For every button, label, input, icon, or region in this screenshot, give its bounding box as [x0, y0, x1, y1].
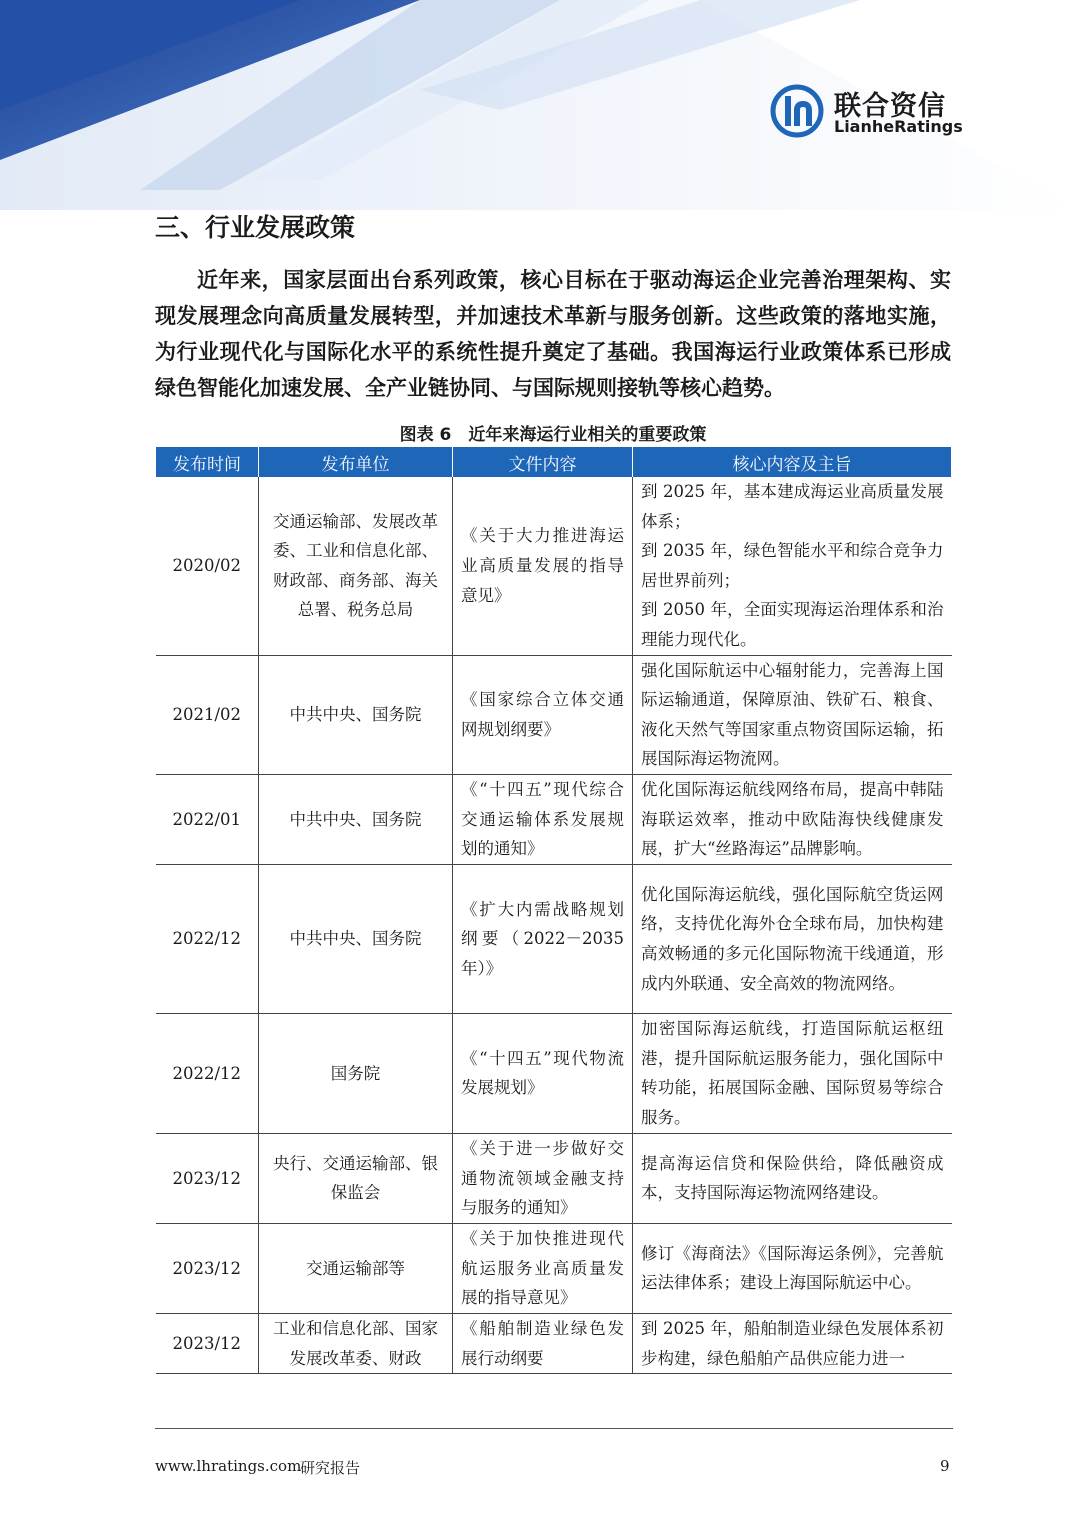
- body-paragraph: 近年来，国家层面出台系列政策，核心目标在于驱动海运企业完善治理架构、实现发展理念向高质量发展转型，并加速技术革新与服务创新。这些政策的落地实施，为行业现代化与国际化水平的系统性提升奠定了基础。我国海运行业政策体系已形成绿色智能化加速发展、全产业链协同、与国际规则接轨等核心趋势。: [155, 268, 951, 400]
- cell-unit: 工业和信息化部、国家发展改革委、财政: [259, 1313, 453, 1373]
- lianhe-logo-icon: [770, 84, 824, 138]
- table-row: [156, 864, 952, 1013]
- cell-doc: 《“十四五”现代综合交通运输体系发展规划的通知》: [453, 774, 633, 864]
- header-doc: 文件内容: [453, 447, 633, 477]
- cell-core: 优化国际海运航线网络布局，提高中韩陆海联运效率，推动中欧陆海快线健康发展，扩大“丝路海运”品牌影响。: [633, 774, 952, 864]
- cell-date: 2022/12: [156, 1013, 259, 1133]
- header-date: 发布时间: [156, 447, 259, 477]
- footer-website[interactable]: www.lhratings.com: [155, 1457, 302, 1475]
- table-header-row: [156, 447, 952, 477]
- cell-date: 2023/12: [156, 1133, 259, 1223]
- brand-name-en: LianheRatings: [834, 117, 963, 136]
- cell-core: 到 2025 年，船舶制造业绿色发展体系初步构建，绿色船舶产品供应能力进一: [633, 1313, 952, 1373]
- cell-core: 加密国际海运航线，打造国际航运枢纽港，提升国际航运服务能力，强化国际中转功能，拓展国际金融、国际贸易等综合服务。: [633, 1013, 952, 1133]
- core-line: 到 2035 年，绿色智能水平和综合竞争力居世界前列；: [641, 541, 944, 590]
- brand-name-cn: 联合资信: [834, 91, 946, 122]
- cell-doc: 《国家综合立体交通网规划纲要》: [453, 655, 633, 774]
- cell-unit: 交通运输部、发展改革委、工业和信息化部、财政部、商务部、海关总署、税务总局: [259, 477, 453, 655]
- cell-unit: 中共中央、国务院: [259, 655, 453, 774]
- footer-report-type: 研究报告: [300, 1459, 361, 1477]
- table-row: [156, 1133, 952, 1223]
- core-line: 到 2050 年，全面实现海运治理体系和治理能力现代化。: [641, 600, 944, 649]
- table-row: [156, 774, 952, 864]
- table-row: [156, 1013, 952, 1133]
- cell-doc: 《“十四五”现代物流发展规划》: [453, 1013, 633, 1133]
- cell-doc: 《船舶制造业绿色发展行动纲要: [453, 1313, 633, 1373]
- cell-date: 2022/12: [156, 864, 259, 1013]
- cell-unit: 交通运输部等: [259, 1223, 453, 1313]
- page-number: 9: [940, 1457, 950, 1475]
- cell-unit: 中共中央、国务院: [259, 864, 453, 1013]
- cell-core: 强化国际航运中心辐射能力，完善海上国际运输通道，保障原油、铁矿石、粮食、液化天然气等国家重点物资国际运输，拓展国际海运物流网。: [633, 655, 952, 774]
- cell-core: [633, 477, 952, 655]
- cell-core: 提高海运信贷和保险供给，降低融资成本，支持国际海运物流网络建设。: [633, 1133, 952, 1223]
- cell-date: 2021/02: [156, 655, 259, 774]
- brand-logo: [770, 84, 970, 140]
- policy-table: [155, 447, 952, 1374]
- footer-divider: [155, 1428, 953, 1429]
- cell-core: 修订《海商法》《国际海运条例》，完善航运法律体系；建设上海国际航运中心。: [633, 1223, 952, 1313]
- header-core: 核心内容及主旨: [633, 447, 952, 477]
- cell-unit: 国务院: [259, 1013, 453, 1133]
- section-title: 三、行业发展政策: [155, 213, 356, 242]
- table-row: [156, 477, 952, 655]
- cell-date: 2023/12: [156, 1313, 259, 1373]
- cell-doc: 《关于加快推进现代航运服务业高质量发展的指导意见》: [453, 1223, 633, 1313]
- core-line: 到 2025 年，基本建成海运业高质量发展体系；: [641, 482, 944, 531]
- cell-date: 2023/12: [156, 1223, 259, 1313]
- table-caption: 图表 6 近年来海运行业相关的重要政策: [399, 425, 707, 445]
- header-unit: 发布单位: [259, 447, 453, 477]
- cell-doc: 《关于进一步做好交通物流领域金融支持与服务的通知》: [453, 1133, 633, 1223]
- table-row: [156, 1223, 952, 1313]
- cell-date: 2022/01: [156, 774, 259, 864]
- cell-unit: 央行、交通运输部、银保监会: [259, 1133, 453, 1223]
- cell-date: 2020/02: [156, 477, 259, 655]
- table-row: [156, 1313, 952, 1373]
- cell-unit: 中共中央、国务院: [259, 774, 453, 864]
- cell-core: 优化国际海运航线，强化国际航空货运网络，支持优化海外仓全球布局，加快构建高效畅通的多元化国际物流干线通道，形成内外联通、安全高效的物流网络。: [633, 864, 952, 1013]
- table-row: [156, 655, 952, 774]
- cell-doc: 《扩大内需战略规划纲要（2022－2035年）》: [453, 864, 633, 1013]
- cell-doc: 《关于大力推进海运业高质量发展的指导意见》: [453, 477, 633, 655]
